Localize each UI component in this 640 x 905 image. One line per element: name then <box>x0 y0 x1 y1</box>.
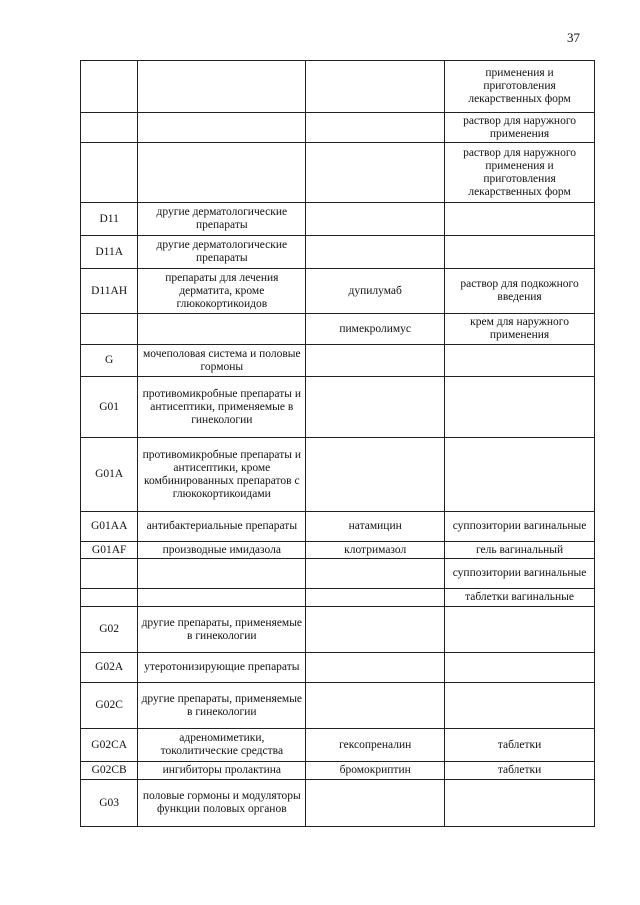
dosage-form-cell <box>445 345 595 377</box>
dosage-form-cell: гель вагинальный <box>445 542 595 559</box>
therapeutic-group-cell: антибактериальные препараты <box>138 512 306 542</box>
therapeutic-group-cell: другие препараты, применяемые в гинекологии <box>138 607 306 653</box>
atc-code-cell: G03 <box>81 780 138 827</box>
atc-code-cell <box>81 559 138 589</box>
atc-code-cell: D11 <box>81 203 138 236</box>
table-row <box>81 653 595 683</box>
atc-code-cell: D11AH <box>81 269 138 314</box>
table-row <box>81 345 595 377</box>
page-number: 37 <box>567 30 580 45</box>
table-row <box>81 438 595 512</box>
therapeutic-group-cell: препараты для лечения дерматита, кроме глюкокортикоидов <box>138 269 306 314</box>
drug-name-cell <box>306 780 445 827</box>
atc-code-cell <box>81 61 138 113</box>
therapeutic-group-cell <box>138 559 306 589</box>
dosage-form-cell <box>445 203 595 236</box>
table-row <box>81 559 595 589</box>
therapeutic-group-cell: противомикробные препараты и антисептики, применяемые в гинекологии <box>138 377 306 438</box>
dosage-form-cell <box>445 607 595 653</box>
therapeutic-group-cell: производные имидазола <box>138 542 306 559</box>
table-body <box>81 61 595 827</box>
atc-code-cell: G02CA <box>81 729 138 762</box>
table-row <box>81 607 595 653</box>
drug-name-cell: дупилумаб <box>306 269 445 314</box>
atc-code-cell: G01AA <box>81 512 138 542</box>
dosage-form-cell: раствор для наружного применения и приготовления лекарственных форм <box>445 143 595 203</box>
atc-code-cell: G02CB <box>81 762 138 780</box>
therapeutic-group-cell: другие дерматологические препараты <box>138 203 306 236</box>
dosage-form-cell <box>445 780 595 827</box>
drug-name-cell <box>306 377 445 438</box>
atc-code-cell: D11A <box>81 236 138 269</box>
therapeutic-group-cell: другие препараты, применяемые в гинекологии <box>138 683 306 729</box>
table-row <box>81 236 595 269</box>
dosage-form-cell <box>445 236 595 269</box>
dosage-form-cell: суппозитории вагинальные <box>445 512 595 542</box>
drug-name-cell: пимекролимус <box>306 314 445 345</box>
atc-code-cell <box>81 314 138 345</box>
table-row <box>81 512 595 542</box>
drug-name-cell <box>306 113 445 143</box>
atc-code-cell: G02C <box>81 683 138 729</box>
atc-code-cell <box>81 589 138 607</box>
table-row <box>81 377 595 438</box>
table-row <box>81 589 595 607</box>
dosage-form-cell: применения и приготовления лекарственных форм <box>445 61 595 113</box>
table-row <box>81 113 595 143</box>
atc-code-cell: G <box>81 345 138 377</box>
dosage-form-cell: таблетки <box>445 729 595 762</box>
table-row <box>81 269 595 314</box>
drug-name-cell <box>306 143 445 203</box>
drug-name-cell: бромокриптин <box>306 762 445 780</box>
drug-name-cell: натамицин <box>306 512 445 542</box>
dosage-form-cell: раствор для подкожного введения <box>445 269 595 314</box>
drug-name-cell <box>306 653 445 683</box>
table-row <box>81 314 595 345</box>
drug-name-cell <box>306 61 445 113</box>
dosage-form-cell <box>445 653 595 683</box>
dosage-form-cell: крем для наружного применения <box>445 314 595 345</box>
therapeutic-group-cell: утеротонизирующие препараты <box>138 653 306 683</box>
drug-name-cell <box>306 683 445 729</box>
atc-code-cell: G01AF <box>81 542 138 559</box>
drug-name-cell <box>306 559 445 589</box>
atc-code-cell: G01A <box>81 438 138 512</box>
therapeutic-group-cell: мочеполовая система и половые гормоны <box>138 345 306 377</box>
atc-code-cell <box>81 113 138 143</box>
table-row <box>81 762 595 780</box>
drug-name-cell: клотримазол <box>306 542 445 559</box>
therapeutic-group-cell: ингибиторы пролактина <box>138 762 306 780</box>
dosage-form-cell: таблетки вагинальные <box>445 589 595 607</box>
dosage-form-cell <box>445 438 595 512</box>
therapeutic-group-cell <box>138 314 306 345</box>
therapeutic-group-cell: другие дерматологические препараты <box>138 236 306 269</box>
drug-table <box>80 60 595 827</box>
therapeutic-group-cell: половые гормоны и модуляторы функции половых органов <box>138 780 306 827</box>
atc-code-cell: G01 <box>81 377 138 438</box>
drug-name-cell <box>306 345 445 377</box>
therapeutic-group-cell <box>138 61 306 113</box>
table-row <box>81 143 595 203</box>
table-row <box>81 203 595 236</box>
therapeutic-group-cell: адреномиметики, токолитические средства <box>138 729 306 762</box>
dosage-form-cell <box>445 377 595 438</box>
dosage-form-cell: суппозитории вагинальные <box>445 559 595 589</box>
drug-name-cell <box>306 607 445 653</box>
drug-name-cell <box>306 236 445 269</box>
therapeutic-group-cell <box>138 113 306 143</box>
therapeutic-group-cell <box>138 143 306 203</box>
table-row <box>81 61 595 113</box>
drug-name-cell <box>306 203 445 236</box>
atc-code-cell: G02 <box>81 607 138 653</box>
table-row <box>81 683 595 729</box>
drug-name-cell <box>306 589 445 607</box>
dosage-form-cell <box>445 683 595 729</box>
table-row <box>81 780 595 827</box>
table-row <box>81 542 595 559</box>
drug-name-cell: гексопреналин <box>306 729 445 762</box>
atc-code-cell <box>81 143 138 203</box>
therapeutic-group-cell <box>138 589 306 607</box>
dosage-form-cell: таблетки <box>445 762 595 780</box>
drug-name-cell <box>306 438 445 512</box>
table-row <box>81 729 595 762</box>
dosage-form-cell: раствор для наружного применения <box>445 113 595 143</box>
atc-code-cell: G02A <box>81 653 138 683</box>
therapeutic-group-cell: противомикробные препараты и антисептики, кроме комбинированных препаратов с глюкокортикоидами <box>138 438 306 512</box>
